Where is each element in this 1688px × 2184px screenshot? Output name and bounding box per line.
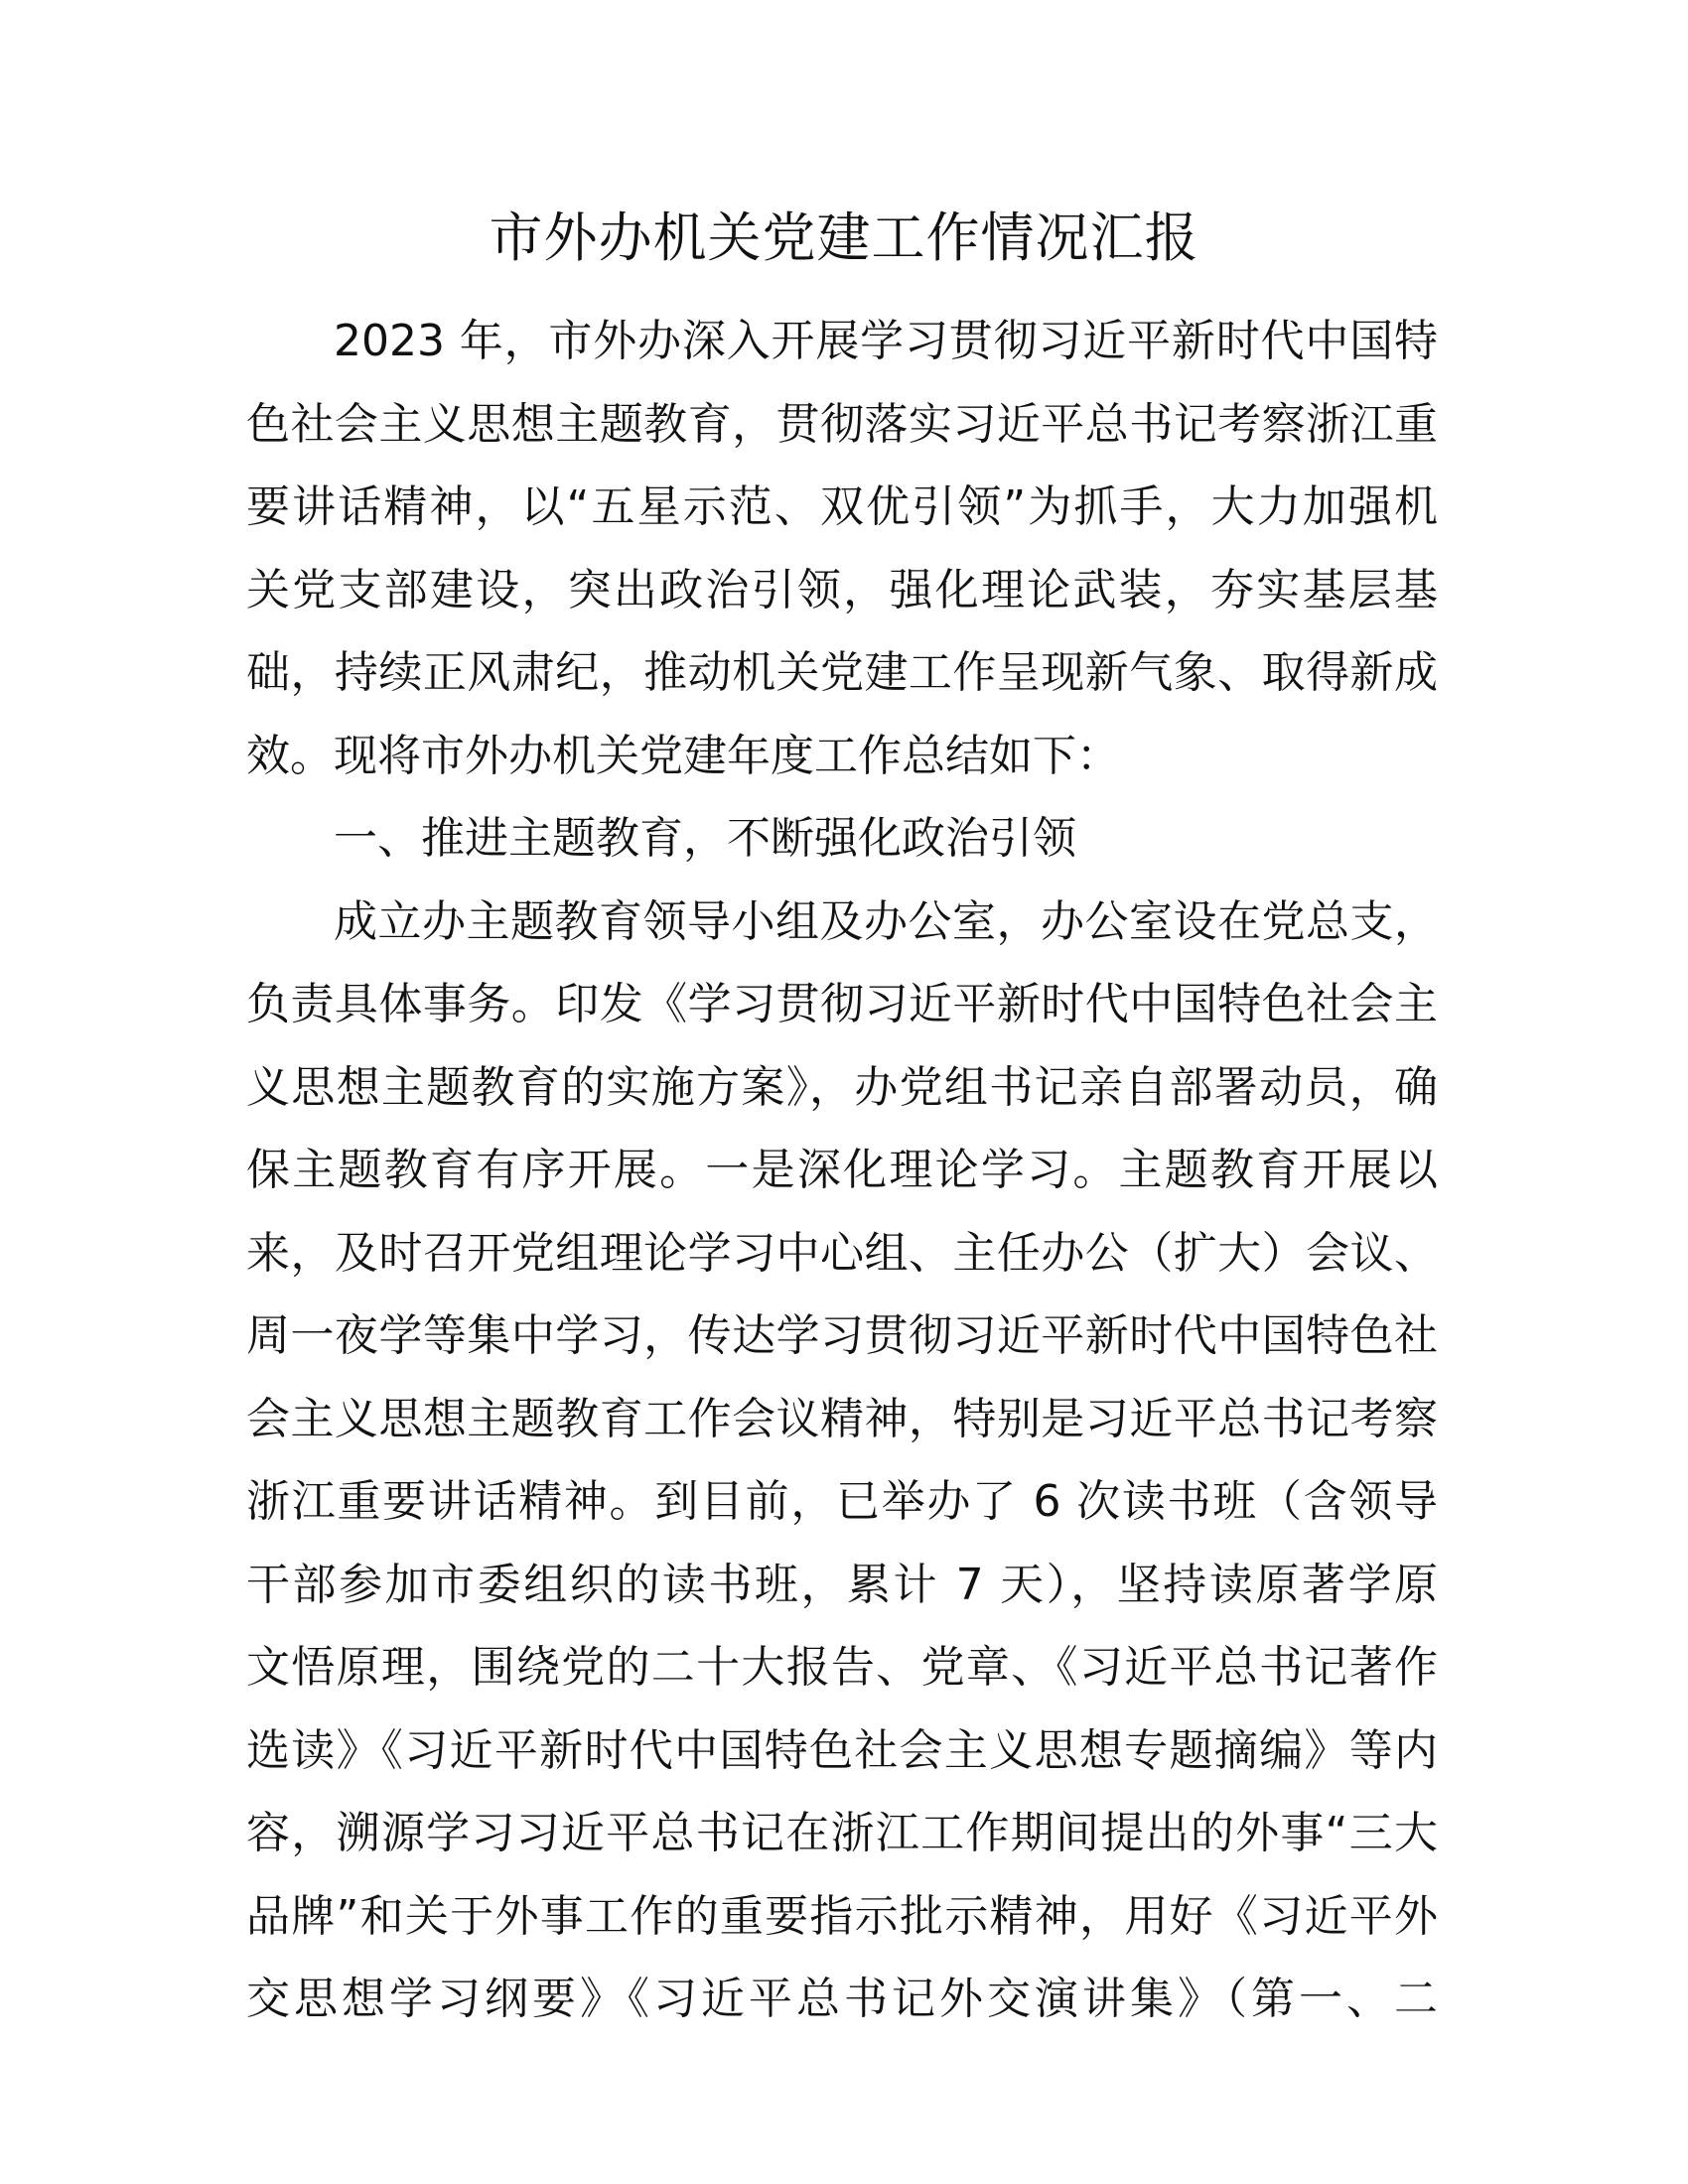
paragraph-line: 2023 年，市外办深入开展学习贯彻习近平新时代中国特 <box>334 316 1438 366</box>
paragraph-line: 成立办主题教育领导小组及办公室，办公室设在党总支， <box>334 895 1438 947</box>
document-body <box>246 300 1438 2041</box>
paragraph-line: 义思想主题教育的实施方案》，办党组书记亲自部署动员，确 <box>246 1061 1438 1113</box>
paragraph-line: 保主题教育有序开展。一是深化理论学习。主题教育开展以 <box>246 1145 1438 1195</box>
paragraph-line: 文悟原理，围绕党的二十大报告、党章、《习近平总书记著作 <box>246 1642 1438 1693</box>
paragraph-line: 效。现将市外办机关党建年度工作总结如下： <box>246 730 1120 781</box>
paragraph-line: 周一夜学等集中学习，传达学习贯彻习近平新时代中国特色社 <box>246 1310 1438 1361</box>
paragraph-line: 品牌”和关于外事工作的重要指示批示精神，用好《习近平外 <box>246 1890 1438 1942</box>
paragraph-line: 色社会主义思想主题教育，贯彻落实习近平总书记考察浙江重 <box>246 398 1438 450</box>
paragraph-line: 关党支部建设，突出政治引领，强化理论武装，夯实基层基 <box>246 564 1438 615</box>
paragraph-line: 交思想学习纲要》《习近平总书记外交演讲集》（第一、二 <box>246 1974 1438 2024</box>
paragraph-line: 选读》《习近平新时代中国特色社会主义思想专题摘编》等内 <box>246 1724 1438 1776</box>
section-heading: 一、推进主题教育，不断强化政治引领 <box>334 813 1076 864</box>
paragraph-line: 负责具体事务。印发《学习贯彻习近平新时代中国特色社会主 <box>246 979 1438 1029</box>
paragraph-line: 要讲话精神，以“五星示范、双优引领”为抓手，大力加强机 <box>246 481 1438 532</box>
paragraph-line: 容，溯源学习习近平总书记在浙江工作期间提出的外事“三大 <box>246 1808 1438 1858</box>
paragraph-line: 础，持续正风肃纪，推动机关党建工作呈现新气象、取得新成 <box>246 647 1438 698</box>
paragraph-line: 来，及时召开党组理论学习中心组、主任办公（扩大）会议、 <box>246 1227 1438 1279</box>
paragraph-line: 会主义思想主题教育工作会议精神，特别是习近平总书记考察 <box>246 1393 1438 1444</box>
paragraph-line: 干部参加市委组织的读书班，累计 7 天），坚持读原著学原 <box>246 1559 1438 1610</box>
paragraph-line: 浙江重要讲话精神。到目前，已举办了 6 次读书班（含领导 <box>246 1476 1438 1527</box>
document-title: 市外办机关党建工作情况汇报 <box>489 206 1199 269</box>
